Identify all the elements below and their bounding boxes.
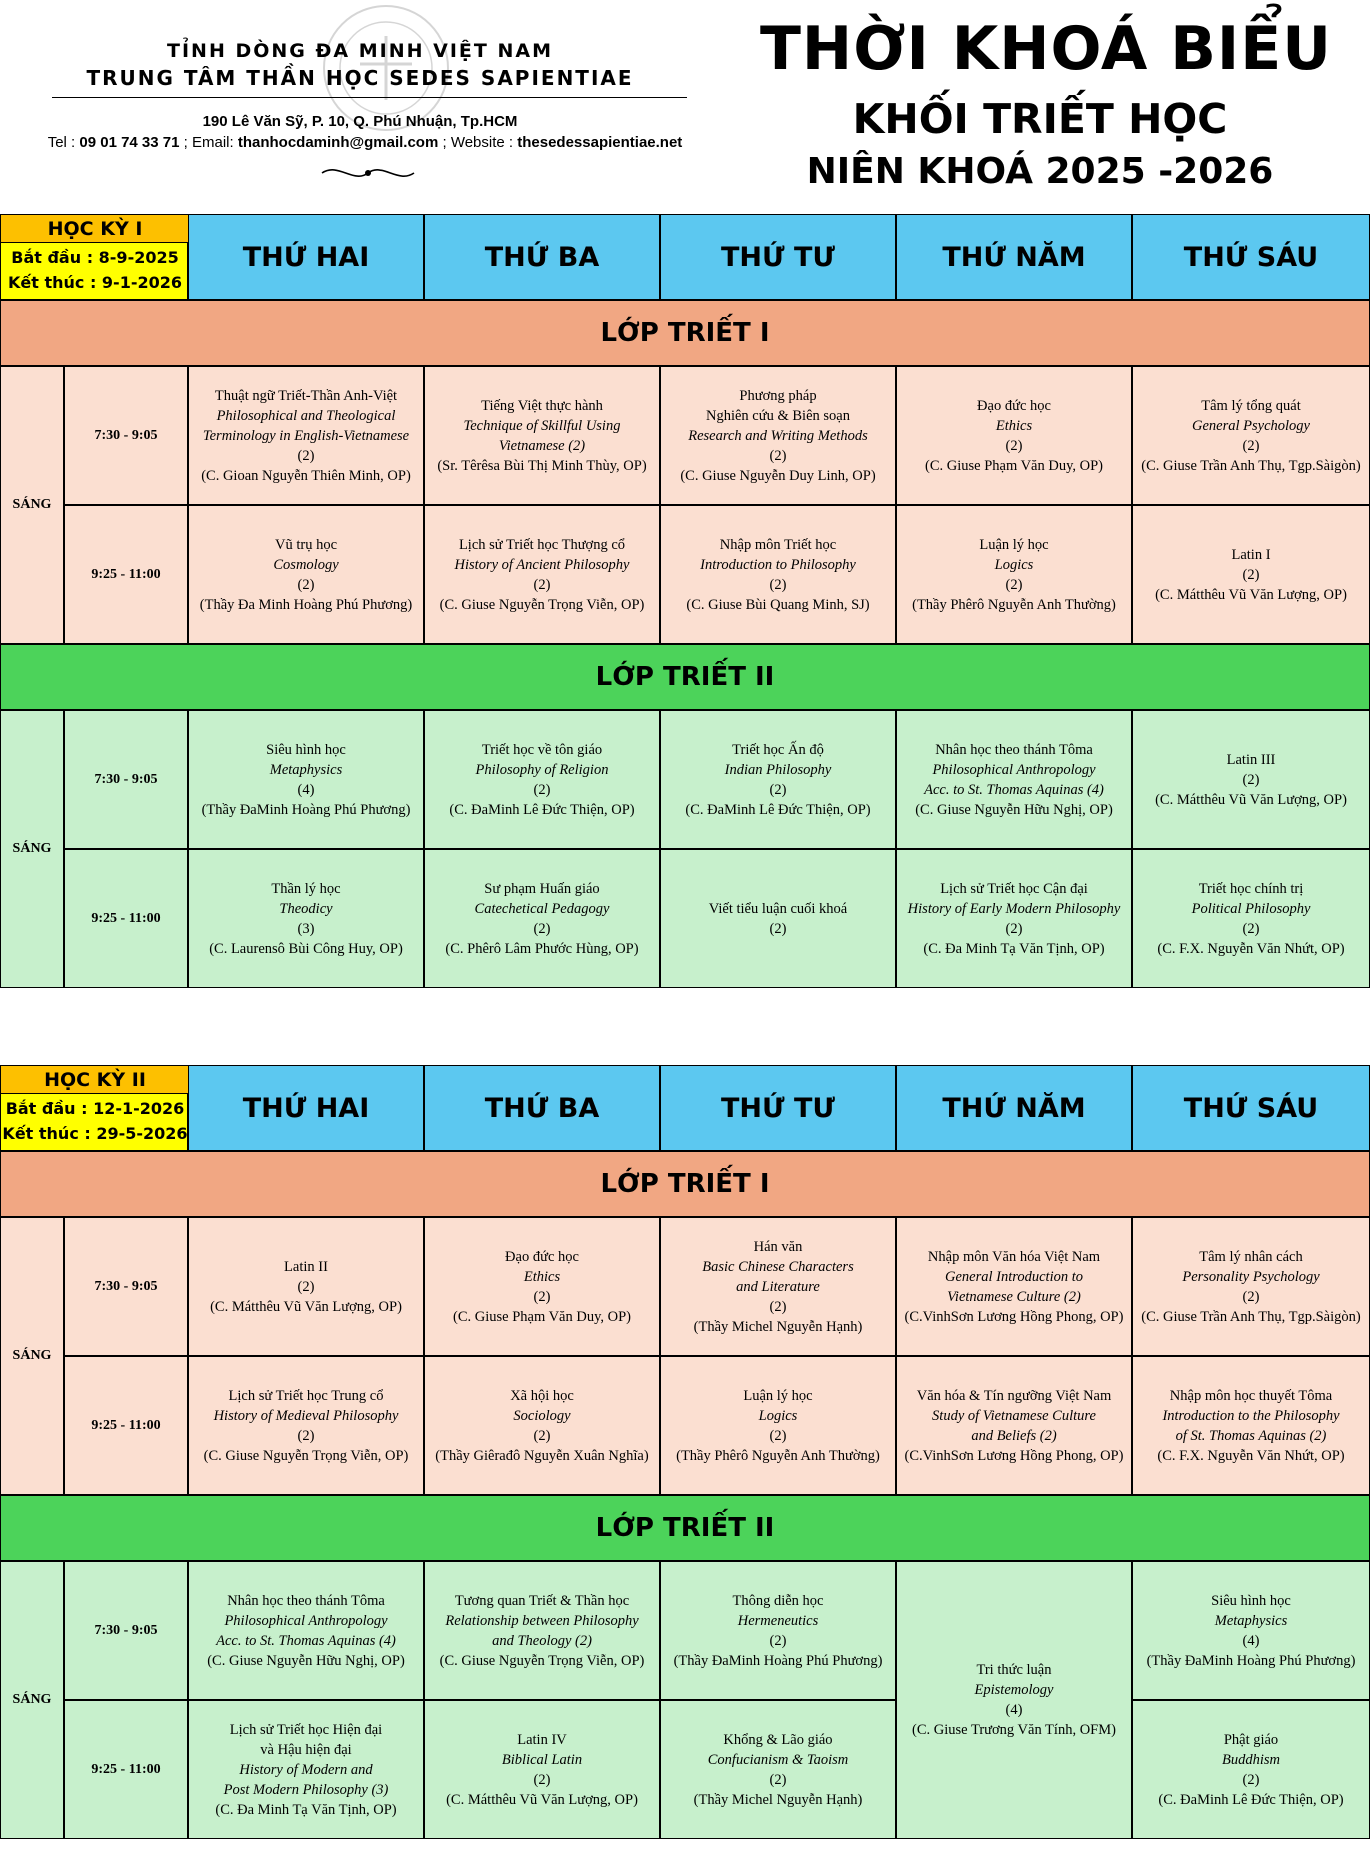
course-cell	[1132, 849, 1370, 988]
course-cell	[1132, 366, 1370, 505]
course-line: (C. F.X. Nguyễn Văn Nhứt, OP)	[1157, 940, 1345, 957]
session-label	[0, 1561, 64, 1839]
session-label	[0, 366, 64, 644]
course-line: Đạo đức học	[505, 1248, 579, 1265]
course-line: (2)	[1242, 771, 1260, 788]
course-line: Lịch sử Triết học Hiện đại	[229, 1721, 383, 1738]
class-band: LỚP TRIẾT I	[0, 1151, 1370, 1217]
course-line: Nhập môn học thuyết Tôma	[1169, 1387, 1333, 1404]
course-line: (C. Gioan Nguyễn Thiên Minh, OP)	[201, 467, 411, 484]
contact-line	[20, 134, 710, 151]
course-line: (2)	[1005, 437, 1023, 454]
semester-start: Bắt đầu : 8-9-2025	[11, 248, 179, 267]
course-title-english: General Psychology	[1192, 417, 1310, 434]
course-title-english: Acc. to St. Thomas Aquinas (4)	[216, 1632, 396, 1649]
semester-end: Kết thúc : 9-1-2026	[8, 273, 182, 292]
course-line: (C. Mátthêu Vũ Văn Lượng, OP)	[1155, 586, 1347, 603]
session-label-text: SÁNG	[12, 1692, 52, 1707]
class-band: LỚP TRIẾT II	[0, 1495, 1370, 1561]
course-cell	[424, 1700, 660, 1839]
course-line: (C. Mátthêu Vũ Văn Lượng, OP)	[446, 1791, 638, 1808]
course-line: (2)	[1005, 920, 1023, 937]
course-cell	[896, 1561, 1132, 1839]
semester-start: Bắt đầu : 12-1-2026	[5, 1099, 185, 1118]
contact-tel-label: Tel :	[47, 134, 80, 151]
course-title-english: Logics	[758, 1407, 798, 1424]
day-header: THỨ SÁU	[1132, 1065, 1370, 1151]
course-title-english: Cosmology	[273, 556, 339, 573]
course-title-english: History of Modern and	[239, 1761, 373, 1778]
course-line: Latin IV	[517, 1731, 567, 1748]
course-title-english: Post Modern Philosophy (3)	[223, 1781, 389, 1798]
course-line: Nghiên cứu & Biên soạn	[706, 407, 850, 424]
course-line: (2)	[1242, 920, 1260, 937]
academic-year: NIÊN KHOÁ 2025 -2026	[806, 151, 1274, 192]
contact-website: thesedessapientiae.net	[517, 134, 683, 151]
course-cell	[660, 710, 896, 849]
contact-tel: 09 01 74 33 71	[79, 134, 180, 151]
course-line: (4)	[1242, 1632, 1260, 1649]
course-title-english: Metaphysics	[269, 761, 343, 778]
course-title-english: and Beliefs (2)	[971, 1427, 1057, 1444]
course-line: Siêu hình học	[1211, 1592, 1291, 1609]
day-header: THỨ BA	[424, 1065, 660, 1151]
course-title-english: Philosophy of Religion	[475, 761, 609, 778]
course-cell	[896, 1217, 1132, 1356]
day-header: THỨ HAI	[188, 1065, 424, 1151]
course-title-english: Philosophical and Theological	[216, 407, 396, 424]
course-line: (C. Giuse Phạm Văn Duy, OP)	[452, 1308, 632, 1325]
time-slot-text: 7:30 - 9:05	[94, 1622, 158, 1638]
course-title-english: Introduction to Philosophy	[700, 556, 856, 573]
course-line: Lịch sử Triết học Trung cổ	[228, 1387, 384, 1404]
course-line: (2)	[769, 1632, 787, 1649]
course-cell	[424, 366, 660, 505]
course-cell	[424, 505, 660, 644]
course-line: Luận lý học	[743, 1387, 813, 1404]
course-line: Khổng & Lão giáo	[723, 1731, 833, 1748]
time-slot	[64, 710, 188, 849]
course-title-english: Logics	[994, 556, 1034, 573]
course-cell	[896, 366, 1132, 505]
time-slot	[64, 1217, 188, 1356]
course-line: (Thầy Michel Nguyễn Hạnh)	[693, 1318, 863, 1335]
course-line: (2)	[769, 1427, 787, 1444]
course-cell	[188, 366, 424, 505]
course-line: Hán văn	[753, 1238, 803, 1255]
course-line: (C. ĐaMinh Lê Đức Thiện, OP)	[685, 801, 871, 818]
course-cell	[896, 849, 1132, 988]
course-cell	[660, 505, 896, 644]
contact-email: thanhocdaminh@gmail.com	[237, 134, 439, 151]
course-cell	[1132, 1217, 1370, 1356]
course-title-english: Epistemology	[974, 1682, 1054, 1698]
course-line: (3)	[297, 920, 315, 937]
course-line: (2)	[533, 920, 551, 937]
course-line: (C.VinhSơn Lương Hồng Phong, OP)	[904, 1308, 1124, 1325]
course-line: (C. Giuse Nguyễn Hữu Nghị, OP)	[915, 801, 1113, 818]
semester-name: HỌC KỲ II	[1, 1066, 189, 1094]
course-line: (C. ĐaMinh Lê Đức Thiện, OP)	[449, 801, 635, 818]
course-line: Sư phạm Huấn giáo	[484, 880, 600, 897]
course-line: Phật giáo	[1223, 1731, 1279, 1748]
course-line: (C. Giuse Phạm Văn Duy, OP)	[924, 457, 1104, 474]
course-line: (C. Laurensô Bùi Công Huy, OP)	[209, 940, 403, 957]
time-slot	[64, 1700, 188, 1839]
course-cell	[188, 505, 424, 644]
page-subtitle: KHỐI TRIẾT HỌC	[852, 95, 1228, 143]
course-title-english: Technique of Skillful Using	[463, 417, 621, 434]
time-slot-text: 7:30 - 9:05	[94, 771, 158, 787]
course-line: Tri thức luận	[976, 1662, 1052, 1678]
course-line: Nhân học theo thánh Tôma	[935, 741, 1093, 758]
time-slot	[64, 366, 188, 505]
course-line: (Thầy Phêrô Nguyễn Anh Thường)	[676, 1447, 880, 1464]
course-line: (Thầy Giêrađô Nguyễn Xuân Nghĩa)	[435, 1447, 649, 1464]
course-line: (C. Mátthêu Vũ Văn Lượng, OP)	[1155, 791, 1347, 808]
course-line: (C. Phêrô Lâm Phước Hùng, OP)	[445, 940, 639, 957]
day-header: THỨ NĂM	[896, 1065, 1132, 1151]
page-title: THỜI KHOÁ BIỂU	[760, 14, 1332, 84]
class-band: LỚP TRIẾT II	[0, 644, 1370, 710]
course-line: (Sr. Têrêsa Bùi Thị Minh Thùy, OP)	[437, 457, 647, 474]
course-line: Vũ trụ học	[274, 536, 337, 553]
course-title-english: Vietnamese (2)	[498, 437, 586, 454]
course-line: (2)	[533, 781, 551, 798]
course-cell	[660, 366, 896, 505]
course-line: Văn hóa & Tín ngưỡng Việt Nam	[916, 1387, 1112, 1404]
course-cell	[660, 849, 896, 988]
course-cell	[896, 710, 1132, 849]
course-cell	[660, 1700, 896, 1839]
course-line: (Thầy ĐaMinh Hoàng Phú Phương)	[673, 1652, 883, 1669]
course-cell	[424, 1217, 660, 1356]
course-line: Thông diễn học	[732, 1592, 824, 1609]
course-line: (C. Giuse Trần Anh Thụ, Tgp.Sàigòn)	[1141, 457, 1361, 474]
semester-box	[0, 1065, 188, 1151]
course-line: (C. Giuse Nguyễn Trọng Viễn, OP)	[439, 1652, 645, 1669]
course-cell	[660, 1356, 896, 1495]
course-line: (C.VinhSơn Lương Hồng Phong, OP)	[904, 1447, 1124, 1464]
course-line: (C. ĐaMinh Lê Đức Thiện, OP)	[1158, 1791, 1344, 1808]
semester-end: Kết thúc : 29-5-2026	[2, 1124, 188, 1143]
course-line: (C. Đa Minh Tạ Văn Tịnh, OP)	[215, 1801, 397, 1818]
course-line: (2)	[1242, 1771, 1260, 1788]
course-title-english: Ethics	[523, 1268, 561, 1285]
course-title-english: Catechetical Pedagogy	[474, 900, 610, 917]
flourish-ornament-icon	[318, 160, 418, 186]
course-title-english: Terminology in English-Vietnamese	[202, 427, 410, 444]
course-line: Xã hội học	[510, 1387, 574, 1404]
day-header: THỨ HAI	[188, 214, 424, 300]
course-line: Nhập môn Văn hóa Việt Nam	[927, 1248, 1101, 1265]
course-line: (2)	[1242, 1288, 1260, 1305]
course-line: (2)	[1242, 437, 1260, 454]
course-title-english: Introduction to the Philosophy	[1162, 1407, 1340, 1424]
course-title-english: and Theology (2)	[492, 1632, 592, 1649]
address: 190 Lê Văn Sỹ, P. 10, Q. Phú Nhuận, Tp.HCM	[202, 113, 518, 130]
class-band: LỚP TRIẾT I	[0, 300, 1370, 366]
course-title-english: Confucianism & Taoism	[707, 1751, 849, 1768]
course-line: (2)	[769, 447, 787, 464]
course-line: (2)	[533, 1771, 551, 1788]
course-line: (2)	[533, 1288, 551, 1305]
course-line: (C. Mátthêu Vũ Văn Lượng, OP)	[210, 1298, 402, 1315]
time-slot-text: 9:25 - 11:00	[91, 1761, 161, 1777]
course-line: (C. Giuse Nguyễn Trọng Viễn, OP)	[203, 1447, 409, 1464]
time-slot	[64, 505, 188, 644]
course-line: Siêu hình học	[266, 741, 346, 758]
course-line: Nhân học theo thánh Tôma	[227, 1592, 385, 1609]
course-line: (2)	[297, 1427, 315, 1444]
day-header: THỨ TƯ	[660, 1065, 896, 1151]
course-title-english: Indian Philosophy	[724, 761, 832, 778]
course-line: (2)	[533, 576, 551, 593]
session-label-text: SÁNG	[12, 1348, 52, 1363]
course-title-english: Buddhism	[1222, 1751, 1280, 1768]
course-line: (2)	[769, 576, 787, 593]
course-line: Luận lý học	[979, 536, 1049, 553]
course-line: (2)	[769, 920, 787, 937]
course-line: (2)	[769, 781, 787, 798]
course-line: Tiếng Việt thực hành	[481, 397, 603, 414]
course-line: Thần lý học	[271, 880, 341, 897]
day-header: THỨ SÁU	[1132, 214, 1370, 300]
course-line: Đạo đức học	[977, 397, 1051, 414]
header-divider	[52, 97, 687, 98]
course-cell	[424, 1561, 660, 1700]
time-slot	[64, 1561, 188, 1700]
semester-box	[0, 214, 188, 300]
course-line: Tâm lý nhân cách	[1199, 1248, 1303, 1265]
course-cell	[1132, 710, 1370, 849]
course-line: (2)	[769, 1771, 787, 1788]
course-cell	[1132, 505, 1370, 644]
session-label-text: SÁNG	[12, 497, 52, 512]
course-line: Nhập môn Triết học	[719, 536, 837, 553]
course-title-english: History of Medieval Philosophy	[213, 1407, 399, 1424]
course-line: Thuật ngữ Triết-Thần Anh-Việt	[214, 387, 398, 404]
course-cell	[1132, 1356, 1370, 1495]
course-cell	[896, 1356, 1132, 1495]
day-header: THỨ BA	[424, 214, 660, 300]
course-cell	[660, 1217, 896, 1356]
course-cell	[188, 849, 424, 988]
course-line: Phương pháp	[739, 387, 817, 404]
course-title-english: Study of Vietnamese Culture	[932, 1407, 1096, 1424]
course-line: (C. Giuse Nguyễn Duy Linh, OP)	[680, 467, 876, 484]
course-title-english: Acc. to St. Thomas Aquinas (4)	[924, 781, 1104, 798]
course-line: (2)	[1242, 566, 1260, 583]
course-cell	[188, 710, 424, 849]
course-line: (Thầy ĐaMinh Hoàng Phú Phương)	[201, 801, 411, 818]
time-slot-text: 9:25 - 11:00	[91, 1417, 161, 1433]
course-title-english: Biblical Latin	[501, 1751, 583, 1768]
course-line: Latin I	[1231, 546, 1271, 563]
course-title-english: of St. Thomas Aquinas (2)	[1175, 1427, 1327, 1444]
semester-name: HỌC KỲ I	[1, 215, 189, 243]
course-line: (C. Giuse Trương Văn Tính, OFM)	[912, 1722, 1116, 1738]
course-line: (C. Giuse Nguyễn Hữu Nghị, OP)	[207, 1652, 405, 1669]
session-label	[0, 710, 64, 988]
time-slot	[64, 849, 188, 988]
course-cell	[660, 1561, 896, 1700]
time-slot-text: 7:30 - 9:05	[94, 1278, 158, 1294]
contact-website-label: ; Website :	[438, 134, 518, 151]
course-cell	[188, 1561, 424, 1700]
course-title-english: Basic Chinese Characters	[702, 1258, 854, 1275]
org-line-1: TỈNH DÒNG ĐA MINH VIỆT NAM	[167, 40, 553, 62]
course-cell	[188, 1356, 424, 1495]
course-line: (C. Đa Minh Tạ Văn Tịnh, OP)	[923, 940, 1105, 957]
course-title-english: Political Philosophy	[1191, 900, 1311, 917]
course-line: Tương quan Triết & Thần học	[454, 1592, 630, 1609]
course-cell	[424, 849, 660, 988]
course-cell	[424, 1356, 660, 1495]
course-title-english: Ethics	[995, 417, 1033, 434]
course-title-english: Personality Psychology	[1182, 1268, 1320, 1285]
day-header: THỨ NĂM	[896, 214, 1132, 300]
course-cell	[896, 505, 1132, 644]
day-header: THỨ TƯ	[660, 214, 896, 300]
course-line: (2)	[1005, 576, 1023, 593]
course-line: (C. Giuse Bùi Quang Minh, SJ)	[686, 596, 870, 613]
course-line: (C. F.X. Nguyễn Văn Nhứt, OP)	[1157, 1447, 1345, 1464]
course-line: và Hậu hiện đại	[260, 1741, 352, 1758]
course-line: Latin III	[1226, 751, 1276, 768]
course-cell	[424, 710, 660, 849]
course-cell	[188, 1700, 424, 1839]
course-cell	[1132, 1561, 1370, 1700]
course-title-english: History of Early Modern Philosophy	[907, 900, 1121, 917]
course-title-english: Metaphysics	[1214, 1612, 1288, 1629]
course-title-english: Philosophical Anthropology	[932, 761, 1096, 778]
time-slot	[64, 1356, 188, 1495]
session-label	[0, 1217, 64, 1495]
course-title-english: History of Ancient Philosophy	[454, 556, 630, 573]
course-line: Triết học chính trị	[1198, 880, 1304, 897]
course-line: (Thầy Đa Minh Hoàng Phú Phương)	[199, 596, 413, 613]
course-cell	[1132, 1700, 1370, 1839]
course-line: (4)	[297, 781, 315, 798]
course-cell	[188, 1217, 424, 1356]
course-line: (2)	[297, 447, 315, 464]
course-line: Viết tiểu luận cuối khoá	[708, 900, 848, 917]
course-title-english: Sociology	[513, 1407, 571, 1424]
course-line: Tâm lý tổng quát	[1201, 397, 1301, 414]
course-line: Triết học về tôn giáo	[481, 741, 603, 758]
time-slot-text: 9:25 - 11:00	[91, 566, 161, 582]
course-line: (Thầy Phêrô Nguyễn Anh Thường)	[912, 596, 1116, 613]
course-title-english: Relationship between Philosophy	[445, 1612, 639, 1629]
course-title-english: Philosophical Anthropology	[224, 1612, 388, 1629]
course-title-english: General Introduction to	[945, 1268, 1083, 1285]
course-title-english: Theodicy	[279, 900, 333, 917]
course-line: (2)	[297, 576, 315, 593]
time-slot-text: 7:30 - 9:05	[94, 427, 158, 443]
course-line: (2)	[769, 1298, 787, 1315]
course-line: (C. Giuse Trần Anh Thụ, Tgp.Sàigòn)	[1141, 1308, 1361, 1325]
org-line-2: TRUNG TÂM THẦN HỌC SEDES SAPIENTIAE	[86, 66, 634, 90]
course-title-english: Research and Writing Methods	[688, 427, 868, 444]
course-line: (4)	[1005, 1702, 1023, 1718]
contact-email-label: ; Email:	[179, 134, 238, 151]
course-title-english: Hermeneutics	[737, 1612, 819, 1629]
course-title-english: and Literature	[736, 1278, 820, 1295]
course-line: (Thầy ĐaMinh Hoàng Phú Phương)	[1146, 1652, 1356, 1669]
course-line: Lịch sử Triết học Cận đại	[940, 880, 1088, 897]
session-label-text: SÁNG	[12, 841, 52, 856]
course-line: (Thầy Michel Nguyễn Hạnh)	[693, 1791, 863, 1808]
course-line: Triết học Ấn độ	[732, 741, 824, 758]
course-line: Lịch sử Triết học Thượng cổ	[458, 536, 626, 553]
course-line: (C. Giuse Nguyễn Trọng Viễn, OP)	[439, 596, 645, 613]
course-line: Latin II	[284, 1258, 328, 1275]
course-line: (2)	[533, 1427, 551, 1444]
course-line: (2)	[297, 1278, 315, 1295]
course-title-english: Vietnamese Culture (2)	[947, 1288, 1081, 1305]
time-slot-text: 9:25 - 11:00	[91, 910, 161, 926]
